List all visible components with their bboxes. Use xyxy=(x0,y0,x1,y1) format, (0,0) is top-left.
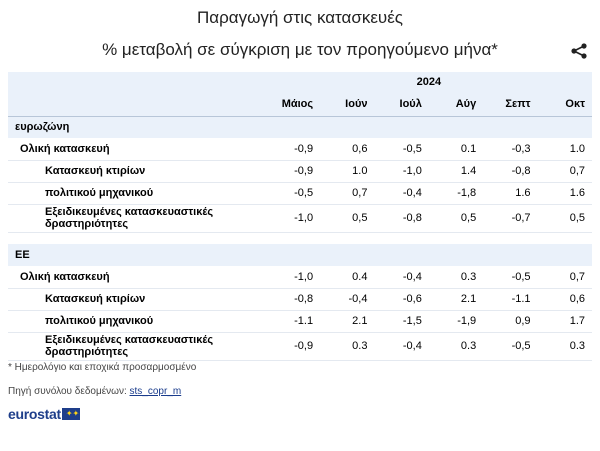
group-header-eu xyxy=(8,244,592,266)
data-table xyxy=(8,72,592,361)
logo-text: eurostat xyxy=(8,406,61,422)
cell: 0.3 xyxy=(429,266,483,288)
month-header: Μάιος xyxy=(266,92,320,116)
row-label: πολιτικού μηχανικού xyxy=(8,182,266,204)
cell: -0,5 xyxy=(483,266,537,288)
year-header-row xyxy=(8,72,592,92)
cell: -1.1 xyxy=(266,310,320,332)
table-row xyxy=(8,182,592,204)
chart-title: Παραγωγή στις κατασκευές xyxy=(196,8,404,27)
cell: 0,9 xyxy=(483,310,537,332)
cell: -0,6 xyxy=(374,288,428,310)
cell: -0,3 xyxy=(483,138,537,160)
group-label: ευρωζώνη xyxy=(8,116,592,138)
table-row xyxy=(8,310,592,332)
group-separator xyxy=(8,232,592,244)
chart-subtitle: % μεταβολή σε σύγκριση με τον προηγούμενο μήνα* xyxy=(102,40,498,59)
cell: 2.1 xyxy=(320,310,374,332)
year-header: 2024 xyxy=(266,72,592,92)
group-header-eurozone xyxy=(8,116,592,138)
cell: 1.6 xyxy=(483,182,537,204)
cell: 0.4 xyxy=(320,266,374,288)
cell: -0,8 xyxy=(266,288,320,310)
cell: -0,4 xyxy=(374,182,428,204)
cell: 0,7 xyxy=(320,182,374,204)
group-label: ΕΕ xyxy=(8,244,592,266)
month-header: Οκτ xyxy=(538,92,592,116)
footnote: * Ημερολόγιο και εποχικά προσαρμοσμένο xyxy=(8,362,197,373)
row-label: Εξειδικευμένες κατασκευαστικές δραστηριότητες xyxy=(8,332,266,360)
row-label: Κατασκευή κτιρίων xyxy=(8,160,266,182)
table-row xyxy=(8,160,592,182)
table-row xyxy=(8,288,592,310)
cell: 1.7 xyxy=(538,310,592,332)
table-row xyxy=(8,266,592,288)
cell: 2.1 xyxy=(429,288,483,310)
cell: -0,5 xyxy=(483,332,537,360)
cell: 0,6 xyxy=(538,288,592,310)
cell: 0.3 xyxy=(320,332,374,360)
cell: -0,4 xyxy=(374,266,428,288)
cell: 0,5 xyxy=(429,204,483,232)
cell: 0,5 xyxy=(320,204,374,232)
cell: 0,5 xyxy=(538,204,592,232)
cell: 0.3 xyxy=(538,332,592,360)
cell: -0,8 xyxy=(374,204,428,232)
cell: -0,8 xyxy=(483,160,537,182)
month-header: Ιούλ xyxy=(374,92,428,116)
row-label: Εξειδικευμένες κατασκευαστικές δραστηριότητες xyxy=(8,204,266,232)
eurostat-logo[interactable] xyxy=(8,406,80,422)
cell: 0,7 xyxy=(538,160,592,182)
cell: 1.0 xyxy=(538,138,592,160)
cell: -1,0 xyxy=(374,160,428,182)
cell: 0,6 xyxy=(320,138,374,160)
cell: -1,0 xyxy=(266,266,320,288)
cell: -1,9 xyxy=(429,310,483,332)
cell: 1.6 xyxy=(538,182,592,204)
cell: -1,5 xyxy=(374,310,428,332)
month-header: Ιούν xyxy=(320,92,374,116)
row-label: Ολική κατασκευή xyxy=(8,138,266,160)
cell: -0,4 xyxy=(374,332,428,360)
month-header: Αύγ xyxy=(429,92,483,116)
cell: -0,4 xyxy=(320,288,374,310)
table-row xyxy=(8,138,592,160)
source-dataset-link[interactable]: sts_copr_m xyxy=(129,386,182,397)
cell: -1.1 xyxy=(483,288,537,310)
row-label: πολιτικού μηχανικού xyxy=(8,310,266,332)
month-header-row xyxy=(8,92,592,116)
cell: 0.3 xyxy=(429,332,483,360)
source-label: Πηγή συνόλου δεδομένων: xyxy=(8,386,130,397)
row-label: Ολική κατασκευή xyxy=(8,266,266,288)
eu-flag-icon: ✦✦ xyxy=(62,408,80,420)
row-label: Κατασκευή κτιρίων xyxy=(8,288,266,310)
table-row xyxy=(8,332,592,360)
cell: -0,5 xyxy=(374,138,428,160)
cell: -0,9 xyxy=(266,160,320,182)
cell: 1.4 xyxy=(429,160,483,182)
cell: -0,5 xyxy=(266,182,320,204)
cell: -1,8 xyxy=(429,182,483,204)
cell: -0,7 xyxy=(483,204,537,232)
table-row xyxy=(8,204,592,232)
cell: 1.0 xyxy=(320,160,374,182)
cell: 0,7 xyxy=(538,266,592,288)
cell: -0,9 xyxy=(266,332,320,360)
cell: -1,0 xyxy=(266,204,320,232)
month-header: Σεπτ xyxy=(483,92,537,116)
share-icon[interactable] xyxy=(570,42,588,60)
source-line xyxy=(8,386,181,397)
cell: -0,9 xyxy=(266,138,320,160)
cell: 0.1 xyxy=(429,138,483,160)
